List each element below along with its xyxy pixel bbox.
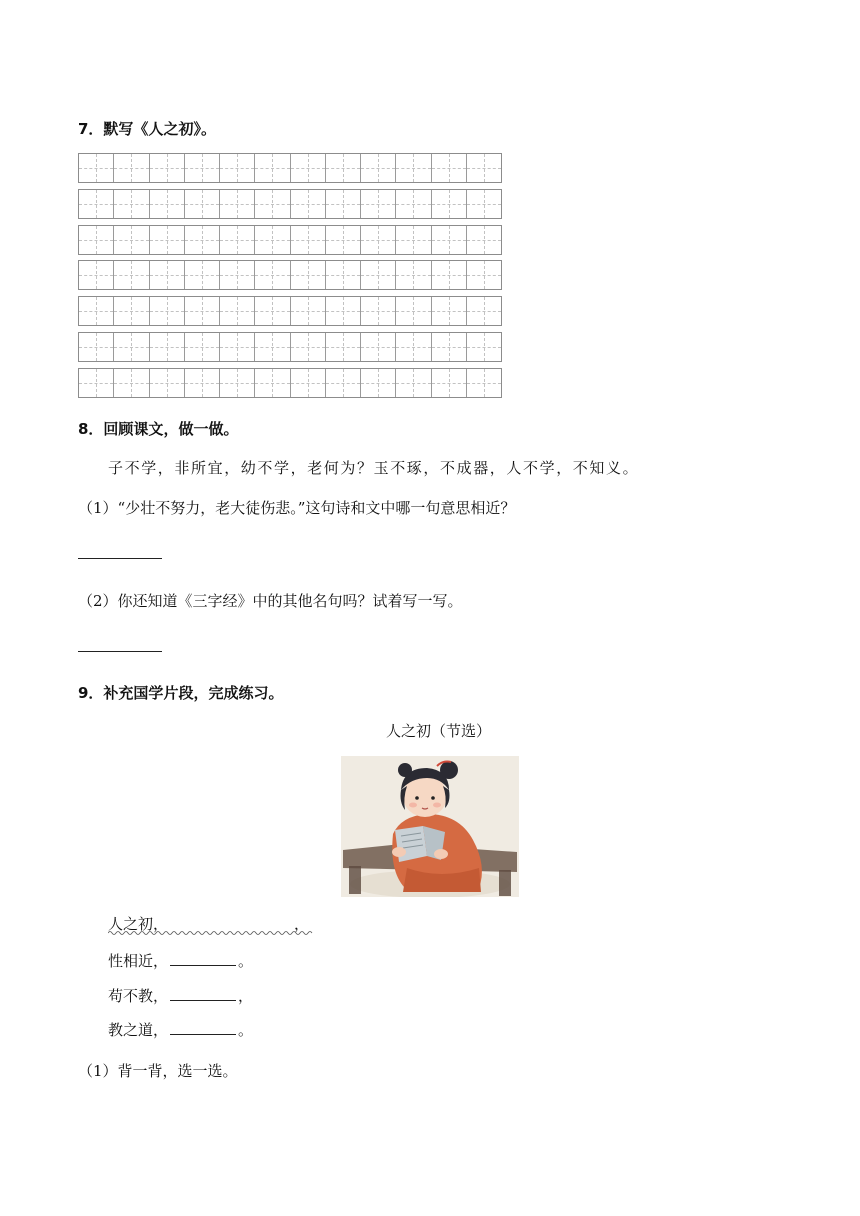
grid-cell[interactable] [432,154,467,182]
grid-cell[interactable] [326,226,361,254]
grid-cell[interactable] [291,261,326,289]
question-9-title: 9．补充国学片段，完成练习。 [78,684,284,702]
poem-line-3-prefix: 苟不教， [108,987,169,1005]
grid-row [78,368,502,398]
grid-cell[interactable] [150,190,185,218]
poem-line-1-suffix: ， [294,915,310,933]
grid-cell[interactable] [114,154,149,182]
grid-cell[interactable] [255,154,290,182]
grid-cell[interactable] [220,190,255,218]
grid-cell[interactable] [185,226,220,254]
grid-cell[interactable] [114,190,149,218]
grid-cell[interactable] [150,297,185,325]
grid-cell[interactable] [467,261,501,289]
grid-cell[interactable] [396,190,431,218]
grid-cell[interactable] [432,333,467,361]
grid-cell[interactable] [79,190,114,218]
writing-grid[interactable] [78,153,502,404]
grid-cell[interactable] [150,333,185,361]
grid-cell[interactable] [326,369,361,397]
grid-cell[interactable] [361,190,396,218]
grid-cell[interactable] [432,261,467,289]
grid-cell[interactable] [114,369,149,397]
grid-cell[interactable] [150,261,185,289]
poem-line-2-prefix: 性相近， [108,952,169,970]
poem-line-4-prefix: 教之道， [108,1021,169,1039]
poem-line-2 [108,950,253,971]
grid-cell[interactable] [255,297,290,325]
grid-cell[interactable] [185,154,220,182]
grid-cell[interactable] [326,190,361,218]
grid-cell[interactable] [114,261,149,289]
grid-cell[interactable] [396,154,431,182]
grid-cell[interactable] [114,297,149,325]
grid-cell[interactable] [291,333,326,361]
grid-cell[interactable] [220,333,255,361]
grid-cell[interactable] [326,297,361,325]
grid-cell[interactable] [220,297,255,325]
poem-line-2-blank[interactable] [170,950,236,966]
poem-line-1-prefix: 人之初， [108,915,169,933]
grid-cell[interactable] [467,190,501,218]
grid-cell[interactable] [326,154,361,182]
grid-row [78,153,502,183]
grid-cell[interactable] [150,226,185,254]
grid-cell[interactable] [291,190,326,218]
grid-cell[interactable] [79,226,114,254]
poem-line-3 [108,985,253,1006]
grid-cell[interactable] [220,154,255,182]
grid-cell[interactable] [467,333,501,361]
grid-cell[interactable] [396,261,431,289]
grid-row [78,332,502,362]
grid-cell[interactable] [79,333,114,361]
poem-line-4 [108,1019,253,1040]
grid-cell[interactable] [432,190,467,218]
grid-cell[interactable] [396,333,431,361]
grid-cell[interactable] [432,226,467,254]
grid-cell[interactable] [255,261,290,289]
grid-cell[interactable] [185,333,220,361]
grid-row [78,296,502,326]
grid-cell[interactable] [396,297,431,325]
grid-cell[interactable] [79,369,114,397]
grid-cell[interactable] [467,154,501,182]
poem-line-3-suffix: ， [238,987,254,1005]
child-reading-book-illustration-icon [341,756,519,897]
grid-cell[interactable] [220,261,255,289]
grid-cell[interactable] [255,190,290,218]
grid-cell[interactable] [432,297,467,325]
grid-cell[interactable] [467,226,501,254]
passage-text: 子不学，非所宜，幼不学，老何为？玉不琢，不成器，人不学，不知义。 [108,459,640,477]
grid-cell[interactable] [114,226,149,254]
grid-cell[interactable] [79,297,114,325]
grid-cell[interactable] [150,154,185,182]
question-8-sub-2: （2）你还知道《三字经》中的其他名句吗？试着写一写。 [78,592,463,610]
grid-cell[interactable] [467,297,501,325]
grid-cell[interactable] [185,190,220,218]
question-8-sub-1: （1）“少壮不努力，老大徒伤悲。”这句诗和文中哪一句意思相近？ [78,499,516,517]
grid-cell[interactable] [185,369,220,397]
grid-cell[interactable] [361,369,396,397]
grid-cell[interactable] [291,226,326,254]
grid-cell[interactable] [79,154,114,182]
grid-cell[interactable] [185,297,220,325]
grid-cell[interactable] [185,261,220,289]
grid-cell[interactable] [326,261,361,289]
grid-cell[interactable] [255,333,290,361]
child-reading-illustration [341,756,519,897]
poem-line-3-blank[interactable] [170,985,236,1001]
grid-cell[interactable] [291,297,326,325]
poem-line-2-suffix: 。 [238,952,254,970]
grid-cell[interactable] [467,369,501,397]
grid-cell[interactable] [291,154,326,182]
poem-line-4-blank[interactable] [170,1019,236,1035]
grid-cell[interactable] [361,333,396,361]
grid-cell[interactable] [432,369,467,397]
answer-line-8-1[interactable] [78,558,162,559]
grid-row [78,225,502,255]
question-7-title: 7．默写《人之初》。 [78,120,216,138]
grid-cell[interactable] [361,261,396,289]
grid-cell[interactable] [361,154,396,182]
grid-cell[interactable] [291,369,326,397]
grid-cell[interactable] [396,226,431,254]
wavy-underline [108,930,314,936]
grid-row [78,260,502,290]
grid-cell[interactable] [255,226,290,254]
grid-cell[interactable] [396,369,431,397]
poem-title: 人之初（节选） [386,722,492,740]
grid-cell[interactable] [150,369,185,397]
grid-cell[interactable] [255,369,290,397]
answer-line-8-2[interactable] [78,651,162,652]
grid-cell[interactable] [361,226,396,254]
question-9-sub-1: （1）背一背，选一选。 [78,1062,238,1080]
grid-cell[interactable] [220,369,255,397]
question-8-title: 8．回顾课文，做一做。 [78,420,239,438]
grid-cell[interactable] [326,333,361,361]
grid-cell[interactable] [361,297,396,325]
grid-row [78,189,502,219]
grid-cell[interactable] [79,261,114,289]
poem-line-4-suffix: 。 [238,1021,254,1039]
grid-cell[interactable] [114,333,149,361]
grid-cell[interactable] [220,226,255,254]
